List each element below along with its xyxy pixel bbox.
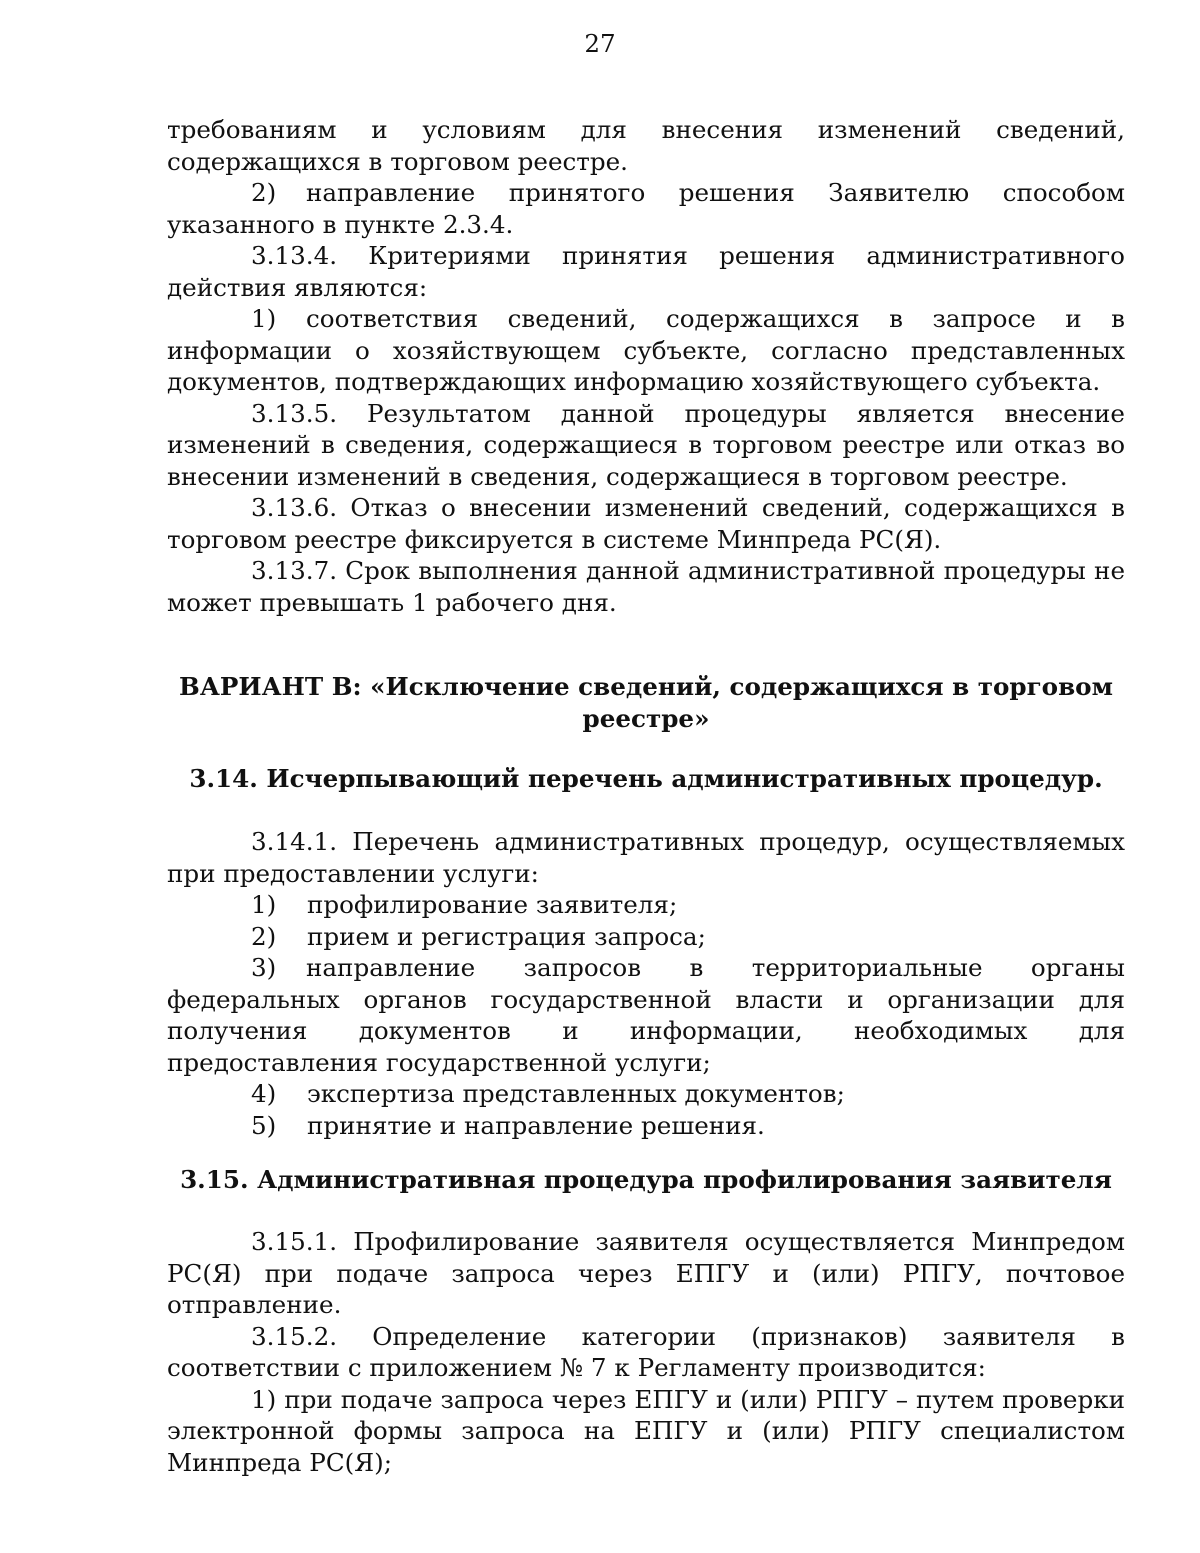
- list-number: 2): [251, 921, 277, 951]
- list-number: 4): [251, 1079, 277, 1108]
- list-item-2: [167, 177, 1125, 240]
- list-number: 2): [251, 178, 277, 207]
- paragraph-3-13-7: 3.13.7. Срок выполнения данной административной процедуры не может превышать 1 рабочего дня.: [167, 556, 1125, 617]
- paragraph-3-13-6: 3.13.6. Отказ о внесении изменений сведений, содержащихся в торговом реестре фиксируется в системе Минпреда РС(Я).: [167, 493, 1125, 554]
- list-number: 1): [251, 304, 277, 333]
- list-text: направление принятого решения Заявителю способом указанного в пункте 2.3.4.: [167, 178, 1125, 239]
- paragraph-3-14-1: 3.14.1. Перечень административных процедур, осуществляемых при предоставлении услуги:: [167, 827, 1125, 888]
- paragraph-continuation: требованиям и условиям для внесения изменений сведений, содержащихся в торговом реестре.: [167, 115, 1125, 176]
- list-text: направление запросов в территориальные органы федеральных органов государственной власти и организации для получения документов и информации, необходимых для предоставления государственной услуги;: [167, 953, 1125, 1077]
- paragraph-3-15-2-item-1: 1) при подаче запроса через ЕПГУ и (или) РПГУ – путем проверки электронной формы запроса на ЕПГУ и (или) РПГУ специалистом Минпреда РС(Я);: [167, 1384, 1125, 1477]
- procedure-list-cont: [167, 1078, 1125, 1141]
- variant-heading: ВАРИАНТ В: «Исключение сведений, содержащихся в торговом реестре»: [179, 672, 1113, 733]
- list-text: профилирование заявителя;: [307, 890, 678, 919]
- section-heading-3-14: 3.14. Исчерпывающий перечень административных процедур.: [189, 764, 1103, 793]
- paragraph-3-13-4: 3.13.4. Критериями принятия решения административного действия являются:: [167, 241, 1125, 302]
- list-text: принятие и направление решения.: [307, 1110, 765, 1140]
- section-heading-3-15: 3.15. Административная процедура профилирования заявителя: [180, 1165, 1112, 1194]
- paragraph-3-15-2: 3.15.2. Определение категории (признаков) заявителя в соответствии с приложением № 7 к Регламенту производится:: [167, 1321, 1125, 1382]
- list-number: 3): [251, 953, 277, 982]
- list-number: 5): [251, 1110, 277, 1140]
- list-item: [167, 921, 1125, 953]
- list-item: [167, 1110, 1125, 1142]
- document-body: [167, 114, 1125, 1478]
- list-text: экспертиза представленных документов;: [307, 1079, 845, 1108]
- list-text: соответствия сведений, содержащихся в запросе и в информации о хозяйствующем субъекте, согласно представленных документов, подтверждающих информацию хозяйствующего субъекта.: [167, 304, 1125, 396]
- list-item-3: [167, 952, 1125, 1078]
- list-item: [167, 1078, 1125, 1110]
- list-number: 1): [251, 890, 277, 919]
- list-item-criteria-1: [167, 303, 1125, 398]
- page-number: 27: [584, 29, 616, 58]
- list-text: прием и регистрация запроса;: [307, 921, 706, 951]
- paragraph-3-15-1: 3.15.1. Профилирование заявителя осуществляется Минпредом РС(Я) при подаче запроса через ЕПГУ и (или) РПГУ, почтовое отправление.: [167, 1227, 1125, 1319]
- paragraph-3-13-5: 3.13.5. Результатом данной процедуры является внесение изменений в сведения, содержащиеся в торговом реестре или отказ во внесении изменений в сведения, содержащиеся в торговом реестре.: [167, 398, 1125, 491]
- procedure-list: [167, 889, 1125, 952]
- list-item: [167, 889, 1125, 921]
